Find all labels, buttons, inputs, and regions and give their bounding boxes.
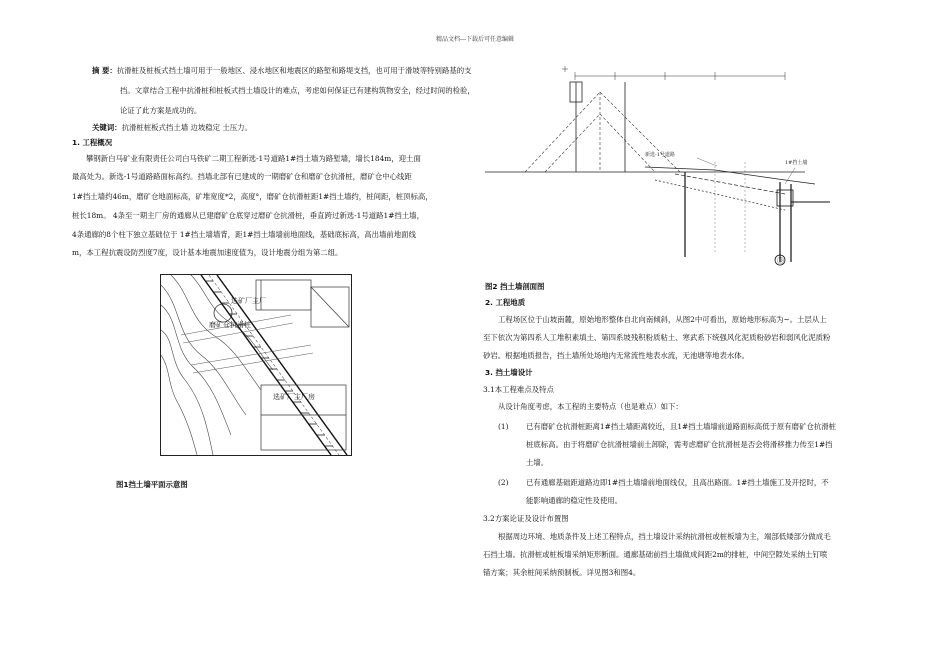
section-1-line: 4条通廊的8个柱下独立基础位于 1#挡土墙墙背，距1#挡土墙墙前地面线，基础底标高，高出墙前地面线 [72,230,416,239]
section-1-line: 最高处为。新选-1号道路路面标高约。挡墙北部有已建成的一期磨矿仓和磨矿仓抗滑桩，磨矿仓中心线距 [72,172,412,181]
keywords-label: 关键词： [92,123,122,132]
item-line: 已有通廊基础距道路边即1#挡土墙墙前地面线仅，且高出路面。1#挡土墙施工及开挖时，不 [526,478,829,487]
section-2-line: 至下依次为第四系人工堆积素填土、第四系坡残积粉质粘土、寒武系下统强风化泥质粉砂岩和弱风化泥质粉 [483,333,831,342]
site-plan-drawing [161,275,351,455]
section-3-title: 3. 挡土墙设计 [485,368,533,377]
section-2-line: 工程场区位于山坡南麓，原始地形整体自北向南倾斜，从图2中可看出，原始地形标高为~。土层从上 [498,315,827,324]
page-header: 精品文档---下载后可任意编辑 [435,36,515,43]
section-1-line: 1#挡土墙约46m，磨矿仓地面标高，矿堆宽度*2，高度°，磨矿仓抗滑桩距1#挡土墙约，桩间距，桩顶标高， [72,192,433,201]
map-label: 磨矿仓抗滑桩 [209,321,251,329]
item-number: (2) [498,478,509,487]
figure-2-section [485,62,835,272]
section-1-title: 1. 工程概况 [72,138,113,147]
abstract-line: 论证了此方案是成功的。 [120,106,202,115]
section-3-para-line: 石挡土墙。抗滑桩或桩板墙采纳矩形断面。通廊基础前挡土墙做成间距2m的排桩，中间空隙处采纳土钉喷 [483,550,828,559]
abstract-label: 摘 要： [92,66,117,75]
section-2-title: 2. 工程地质 [485,298,526,307]
section-3-intro: 从设计角度考虑，本工程的主要特点（也是难点）如下： [498,402,683,411]
section-3-para-line: 根据周边环境、地质条件及上述工程特点，挡土墙设计采纳抗滑桩或桩板墙为主，端部低矮部分做成毛 [498,532,831,541]
abstract-line: 挡。文章结合工程中抗滑桩和桩板式挡土墙设计的难点，考虑如何保证已有建构筑物安全，经过时间的检验， [120,86,475,95]
subsection-3-2-title: 3.2方案论证及设计布置图 [483,514,569,523]
figure-2-caption: 图2 挡土墙剖面图 [485,282,545,291]
section-1-line: m，本工程抗震设防烈度7度，设计基本地震加速度值为，设计地震分组为第二组。 [72,248,343,257]
figure-1-caption: 图1挡土墙平面示意图 [116,480,188,489]
item-line: 桩底标高。由于将磨矿仓抗滑桩墙前土卸除，需考虑磨矿仓抗滑桩是否会将滑移推力传至1#挡 [526,440,833,449]
section-1-line: 桩长18m。 4条至一期主厂房的通廊从已建磨矿仓底穿过磨矿仓抗滑桩，垂直跨过新选-1号道路1#挡土墙， [72,211,424,220]
section-drawing [485,62,835,272]
item-number: (1) [498,422,509,431]
item-line: 已有磨矿仓抗滑桩距离1#挡土墙距离较近，且1#挡土墙墙前道路面标高低于原有磨矿仓抗滑桩 [526,422,837,431]
keywords-text: 抗滑桩桩板式挡土墙 边坡稳定 土压力。 [121,123,252,132]
map-label: 选矿厂主厂房 [273,393,315,401]
section-marker: Ⓓ [777,257,784,265]
item-line: 土墙。 [526,458,549,467]
section-1-line: 攀钢新白马矿业有限责任公司白马铁矿二期工程新选-1号道路1#挡土墙为路堑墙，墙长184m，迎土面 [86,154,421,163]
abstract-line: 抗滑桩及桩板式挡土墙可用于一般地区、浸水地区和地震区的路堑和路堤支挡，也可用于滑坡等特别路基的支 [116,66,472,75]
figure-1-site-plan [160,274,352,456]
item-line: 能影响通廊的稳定性及使用。 [526,496,623,505]
keywords-block [92,121,252,134]
section-label: 1#挡土墙 [785,160,808,166]
subsection-3-1-title: 3.1本工程难点及特点 [483,385,554,394]
section-label: 新选-1号道路 [645,152,675,158]
map-label: 选矿厂主厂 [231,297,266,305]
section-3-para-line: 锚方案；其余桩间采纳预制板。详见图3和图4。 [483,568,641,577]
section-2-line: 砂岩。根据地质报告，挡土墙所处场地内无常流性地表水流，无池塘等地表水体。 [483,351,750,360]
abstract-block [92,64,472,77]
